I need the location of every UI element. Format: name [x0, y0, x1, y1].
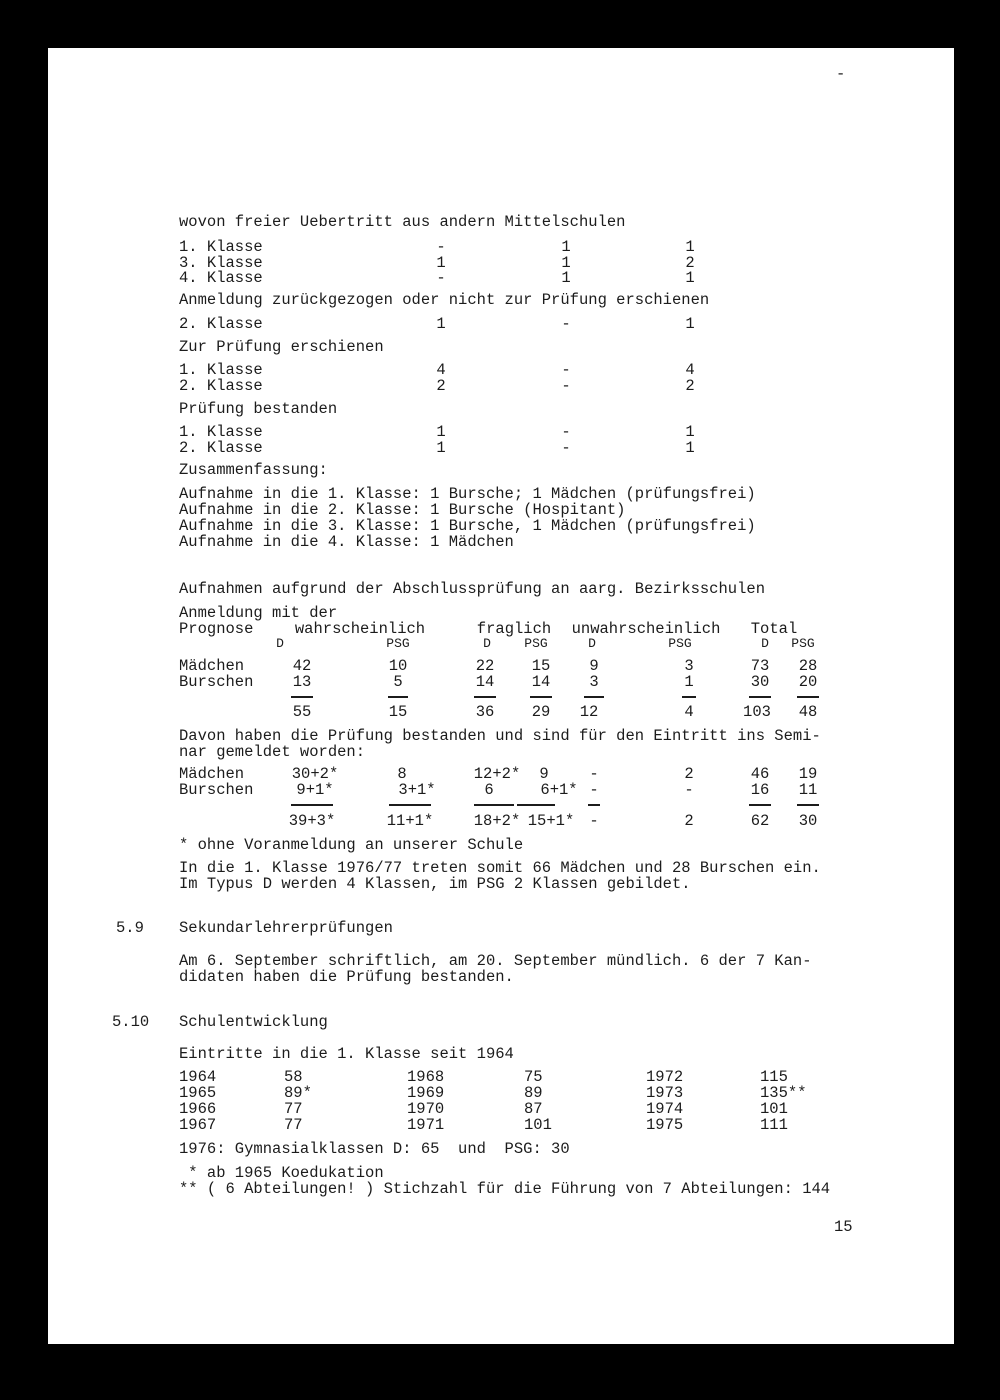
- cell: 2: [685, 254, 695, 272]
- cell: 12+2*: [473, 765, 521, 783]
- paragraph-line: Davon haben die Prüfung bestanden und sind für den Eintritt ins Semi-: [179, 727, 821, 745]
- row-label: 4. Klasse: [179, 269, 263, 287]
- sum-rule: [291, 696, 313, 698]
- total-cell: 103: [743, 703, 771, 721]
- cell: 1: [436, 315, 446, 333]
- cell: 1: [685, 439, 695, 457]
- sum-rule: [749, 696, 771, 698]
- year: 1975: [646, 1116, 684, 1134]
- sum-rule: [584, 696, 604, 698]
- section-number: 5.10: [112, 1013, 150, 1031]
- sum-rule: [588, 804, 600, 806]
- section-heading: Prüfung bestanden: [179, 400, 338, 418]
- cell: 20: [798, 673, 818, 691]
- total-cell: 48: [798, 703, 818, 721]
- cell: -: [561, 361, 571, 379]
- entry-count: 115: [760, 1068, 788, 1086]
- entry-count: 101: [760, 1100, 788, 1118]
- entry-count: 77: [284, 1116, 303, 1134]
- summary-line: Aufnahme in die 3. Klasse: 1 Bursche, 1 Mädchen (prüfungsfrei): [179, 517, 756, 535]
- sum-rule: [517, 804, 555, 806]
- row-label: 1. Klasse: [179, 238, 263, 256]
- sum-rule: [530, 696, 552, 698]
- cell: 6+1*: [540, 781, 578, 799]
- total-cell: 55: [292, 703, 312, 721]
- paragraph-line: nar gemeldet worden:: [179, 743, 366, 761]
- cell: 16: [750, 781, 770, 799]
- total-cell: 11+1*: [386, 812, 434, 830]
- year: 1968: [407, 1068, 445, 1086]
- entry-count: 75: [524, 1068, 543, 1086]
- cell: 22: [475, 657, 495, 675]
- cell: 6: [484, 781, 494, 799]
- cell: 11: [798, 781, 818, 799]
- entry-count: 77: [284, 1100, 303, 1118]
- cell: -: [589, 781, 599, 799]
- sum-rule: [291, 804, 333, 806]
- paragraph-line: 1976: Gymnasialklassen D: 65 und PSG: 30: [179, 1140, 570, 1158]
- cell: 1: [685, 269, 695, 287]
- entry-count: 111: [760, 1116, 788, 1134]
- subheader: D: [588, 636, 596, 651]
- footnote: * ohne Voranmeldung an unserer Schule: [179, 836, 524, 854]
- document-page: [48, 48, 954, 1344]
- cell: 1: [436, 423, 446, 441]
- year: 1972: [646, 1068, 684, 1086]
- cell: 3: [589, 673, 599, 691]
- subheader: PSG: [791, 636, 815, 651]
- total-cell: 29: [531, 703, 551, 721]
- cell: -: [561, 439, 571, 457]
- subheader: D: [761, 636, 769, 651]
- paragraph-line: didaten haben die Prüfung bestanden.: [179, 968, 514, 986]
- cell: 19: [798, 765, 818, 783]
- cell: 3: [684, 657, 694, 675]
- cell: 3+1*: [398, 781, 436, 799]
- column-group-header: fraglich: [476, 620, 552, 638]
- row-label: Mädchen: [179, 657, 245, 675]
- entry-count: 101: [524, 1116, 552, 1134]
- total-cell: 4: [684, 703, 694, 721]
- cell: 9+1*: [296, 781, 334, 799]
- sum-rule: [474, 804, 514, 806]
- cell: 2: [684, 765, 694, 783]
- cell: 1: [561, 238, 571, 256]
- cell: -: [561, 423, 571, 441]
- subheader: D: [483, 636, 491, 651]
- sum-rule: [749, 804, 771, 806]
- cell: 13: [292, 673, 312, 691]
- total-cell: 62: [750, 812, 770, 830]
- cell: 14: [475, 673, 495, 691]
- paragraph-line: Im Typus D werden 4 Klassen, im PSG 2 Klassen gebildet.: [179, 875, 691, 893]
- cell: -: [436, 269, 446, 287]
- total-cell: 18+2*: [473, 812, 521, 830]
- subheader: PSG: [668, 636, 692, 651]
- exam-label: Anmeldung mit der: [179, 604, 338, 622]
- sum-rule: [797, 696, 819, 698]
- subheader: D: [276, 636, 284, 651]
- column-group-header: unwahrscheinlich: [571, 620, 721, 638]
- cell: 1: [684, 673, 694, 691]
- entry-count: 89*: [284, 1084, 312, 1102]
- sum-rule: [474, 696, 496, 698]
- entry-count: 87: [524, 1100, 543, 1118]
- footnote: ** ( 6 Abteilungen! ) Stichzahl für die Führung von 7 Abteilungen: 144: [179, 1180, 831, 1198]
- total-cell: 12: [579, 703, 599, 721]
- cell: 10: [388, 657, 408, 675]
- cell: 30: [750, 673, 770, 691]
- cell: 1: [685, 238, 695, 256]
- entry-count: 89: [524, 1084, 543, 1102]
- column-group-header: Total: [750, 620, 798, 638]
- cell: 1: [436, 439, 446, 457]
- cell: 1: [436, 254, 446, 272]
- year: 1973: [646, 1084, 684, 1102]
- cell: 1: [685, 315, 695, 333]
- cell: -: [684, 781, 694, 799]
- summary-heading: Zusammenfassung:: [179, 461, 328, 479]
- cell: 4: [436, 361, 446, 379]
- cell: 42: [292, 657, 312, 675]
- paragraph-line: Am 6. September schriftlich, am 20. September mündlich. 6 der 7 Kan-: [179, 952, 812, 970]
- summary-line: Aufnahme in die 1. Klasse: 1 Bursche; 1 Mädchen (prüfungsfrei): [179, 485, 756, 503]
- row-label: Burschen: [179, 673, 254, 691]
- summary-line: Aufnahme in die 2. Klasse: 1 Bursche (Hospitant): [179, 501, 626, 519]
- year: 1964: [179, 1068, 217, 1086]
- cell: 46: [750, 765, 770, 783]
- sum-rule: [797, 804, 819, 806]
- exam-title: Aufnahmen aufgrund der Abschlussprüfung an aarg. Bezirksschulen: [179, 580, 765, 598]
- cell: -: [589, 765, 599, 783]
- cell: 2: [685, 377, 695, 395]
- year: 1966: [179, 1100, 217, 1118]
- subheader: PSG: [386, 636, 410, 651]
- total-cell: 15: [388, 703, 408, 721]
- total-cell: 2: [684, 812, 694, 830]
- section-title: Schulentwicklung: [179, 1013, 328, 1031]
- row-label: 1. Klasse: [179, 423, 263, 441]
- cell: 4: [685, 361, 695, 379]
- entry-count: 135**: [760, 1084, 807, 1102]
- total-cell: -: [589, 812, 599, 830]
- sum-rule: [682, 696, 696, 698]
- cell: 9: [539, 765, 549, 783]
- section-heading: wovon freier Uebertritt aus andern Mittelschulen: [179, 213, 626, 231]
- column-group-header: wahrscheinlich: [294, 620, 426, 638]
- cell: 30+2*: [291, 765, 339, 783]
- cell: -: [561, 377, 571, 395]
- total-cell: 36: [475, 703, 495, 721]
- row-label: 2. Klasse: [179, 377, 263, 395]
- total-cell: 15+1*: [527, 812, 575, 830]
- section-title: Sekundarlehrerprüfungen: [179, 919, 393, 937]
- row-label: 1. Klasse: [179, 361, 263, 379]
- subheader: PSG: [524, 636, 548, 651]
- cell: 14: [531, 673, 551, 691]
- exam-label: Prognose: [179, 620, 254, 638]
- sum-rule: [389, 804, 431, 806]
- table-caption: Eintritte in die 1. Klasse seit 1964: [179, 1045, 514, 1063]
- footnote: * ab 1965 Koedukation: [179, 1164, 384, 1182]
- cell: -: [561, 315, 571, 333]
- cell: -: [436, 238, 446, 256]
- cell: 73: [750, 657, 770, 675]
- row-label: 2. Klasse: [179, 315, 263, 333]
- paragraph-line: In die 1. Klasse 1976/77 treten somit 66 Mädchen und 28 Burschen ein.: [179, 859, 821, 877]
- year: 1971: [407, 1116, 445, 1134]
- total-cell: 39+3*: [288, 812, 336, 830]
- cell: 15: [531, 657, 551, 675]
- year: 1967: [179, 1116, 217, 1134]
- row-label: 2. Klasse: [179, 439, 263, 457]
- row-label: Mädchen: [179, 765, 245, 783]
- summary-line: Aufnahme in die 4. Klasse: 1 Mädchen: [179, 533, 514, 551]
- year: 1969: [407, 1084, 445, 1102]
- total-cell: 30: [798, 812, 818, 830]
- row-label: 3. Klasse: [179, 254, 263, 272]
- cell: 8: [397, 765, 407, 783]
- section-heading: Zur Prüfung erschienen: [179, 338, 384, 356]
- entry-count: 58: [284, 1068, 303, 1086]
- cell: 1: [685, 423, 695, 441]
- year: 1970: [407, 1100, 445, 1118]
- year: 1965: [179, 1084, 217, 1102]
- cell: 9: [589, 657, 599, 675]
- year: 1974: [646, 1100, 684, 1118]
- section-heading: Anmeldung zurückgezogen oder nicht zur Prüfung erschienen: [179, 291, 710, 309]
- cell: 1: [561, 269, 571, 287]
- section-number: 5.9: [116, 919, 144, 937]
- cell: 1: [561, 254, 571, 272]
- cell: 2: [436, 377, 446, 395]
- row-label: Burschen: [179, 781, 254, 799]
- cell: 5: [393, 673, 403, 691]
- sum-rule: [388, 696, 408, 698]
- corner-mark: -: [836, 65, 846, 83]
- cell: 28: [798, 657, 818, 675]
- page-number: 15: [834, 1218, 853, 1236]
